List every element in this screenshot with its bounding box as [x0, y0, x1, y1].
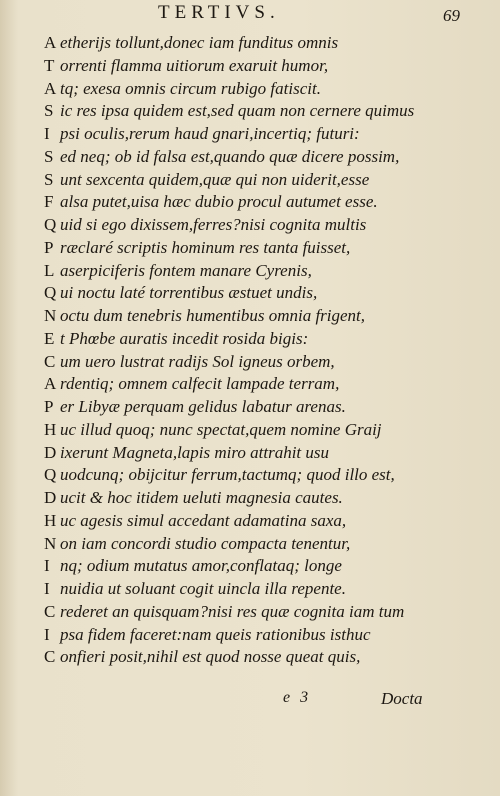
verse-text: orrenti flamma uitiorum exaruit humor, [60, 55, 329, 75]
verse-initial: I [44, 624, 50, 644]
verse-text: ui noctu laté torrentibus æstuet undis, [60, 283, 318, 303]
verse-line [44, 533, 494, 556]
verse-initial: A [44, 78, 57, 98]
catchword: Docta [381, 689, 423, 708]
verse-line [44, 373, 494, 396]
verse-text: t Phœbe auratis incedit rosida bigis: [60, 328, 309, 348]
verse-line [44, 32, 494, 55]
verse-initial: N [44, 306, 57, 325]
verse-initial: S [44, 169, 54, 189]
verse-line [44, 487, 494, 510]
verse-text: uc agesis simul accedant adamatina saxa, [60, 510, 347, 530]
verse-line [44, 555, 494, 578]
verse-initial: P [44, 237, 54, 257]
verse-line [44, 305, 494, 328]
verse-initial: H [44, 419, 57, 439]
verse-text: ixerunt Magneta,lapis miro attrahit usu [60, 442, 330, 462]
verse-initial: C [44, 647, 56, 667]
verse-line [44, 510, 494, 533]
verse-line [44, 442, 494, 465]
verse-line [44, 419, 494, 442]
verse-text: uc illud quoq; nunc spectat,quem nomine Graij [60, 419, 382, 439]
verse-initial: I [44, 124, 50, 143]
verse-text: ic res ipsa quidem est,sed quam non cernere quimus [60, 101, 415, 121]
verse-initial: I [44, 579, 50, 598]
verse-text: unt sexcenta quidem,quæ qui non uiderit,esse [60, 169, 370, 189]
verse-line [44, 260, 494, 283]
verse-text: psi oculis,rerum haud gnari,incertiq; futuri: [60, 124, 360, 143]
verse-text: nuidia ut soluant cogit uincla illa repente. [60, 579, 346, 598]
verse-line [44, 123, 494, 146]
verse-text: um uero lustrat radijs Sol igneus orbem, [60, 351, 335, 371]
verse-text: uodcunq; obijcitur ferrum,tactumq; quod illo est, [60, 465, 395, 485]
verse-line [44, 237, 494, 260]
verse-text: aserpiciferis fontem manare Cyrenis, [60, 260, 312, 280]
verse-initial: Q [44, 215, 57, 234]
verse-text: ed neq; ob id falsa est,quando quæ dicere possim, [60, 146, 400, 166]
signature-mark: e 3 [283, 689, 312, 706]
verse-text: ucit & hoc itidem ueluti magnesia cautes. [60, 488, 343, 507]
verse-text: er Libyæ perquam gelidus labatur arenas. [60, 397, 346, 416]
verse-line [44, 624, 494, 647]
verse-initial: P [44, 397, 54, 416]
verse-line [44, 282, 494, 305]
verse-initial: D [44, 488, 57, 507]
verse-initial: Q [44, 465, 57, 485]
verse-block [44, 32, 494, 669]
verse-text: alsa putet,uisa hæc dubio procul autumet esse. [60, 192, 378, 212]
verse-text: rdentiq; omnem calfecit lampade terram, [60, 374, 340, 394]
verse-line [44, 578, 494, 601]
verse-line [44, 351, 494, 374]
verse-initial: C [44, 351, 56, 371]
verse-line [44, 646, 494, 669]
verse-initial: E [44, 328, 55, 348]
verse-line [44, 169, 494, 192]
verse-text: onfieri posit,nihil est quod nosse queat quis, [60, 647, 361, 667]
verse-text: ræclaré scriptis hominum res tanta fuisset, [60, 237, 351, 257]
verse-line [44, 55, 494, 78]
verse-line [44, 214, 494, 237]
verse-line [44, 100, 494, 123]
running-head: TERTIVS. [158, 2, 280, 23]
verse-line [44, 601, 494, 624]
verse-text: psa fidem faceret:nam queis rationibus isthuc [60, 624, 371, 644]
verse-initial: A [44, 374, 57, 394]
verse-initial: N [44, 533, 57, 553]
verse-text: nq; odium mutatus amor,conflataq; longe [60, 556, 342, 576]
page-number: 69 [443, 6, 460, 25]
verse-initial: S [44, 101, 54, 121]
verse-line [44, 396, 494, 419]
verse-initial: T [44, 55, 55, 75]
verse-line [44, 328, 494, 351]
verse-initial: D [44, 442, 57, 462]
verse-text: uid si ego dixissem,ferres?nisi cognita multis [60, 215, 367, 234]
verse-text: rederet an quisquam?nisi res quæ cognita iam tum [60, 601, 405, 621]
verse-line [44, 146, 494, 169]
verse-line [44, 464, 494, 487]
verse-text: on iam concordi studio compacta tenentur, [60, 533, 351, 553]
verse-line [44, 191, 494, 214]
verse-initial: A [44, 33, 57, 52]
verse-initial: S [44, 146, 54, 166]
verse-line [44, 78, 494, 101]
verse-text: tq; exesa omnis circum rubigo fatiscit. [60, 78, 321, 98]
verse-text: etherijs tollunt,donec iam funditus omnis [60, 33, 339, 52]
verse-initial: I [44, 556, 50, 576]
verse-initial: L [44, 260, 55, 280]
verse-initial: Q [44, 283, 57, 303]
verse-initial: H [44, 510, 57, 530]
verse-text: octu dum tenebris humentibus omnia frigent, [60, 306, 366, 325]
verse-initial: F [44, 192, 54, 212]
verse-initial: C [44, 601, 56, 621]
